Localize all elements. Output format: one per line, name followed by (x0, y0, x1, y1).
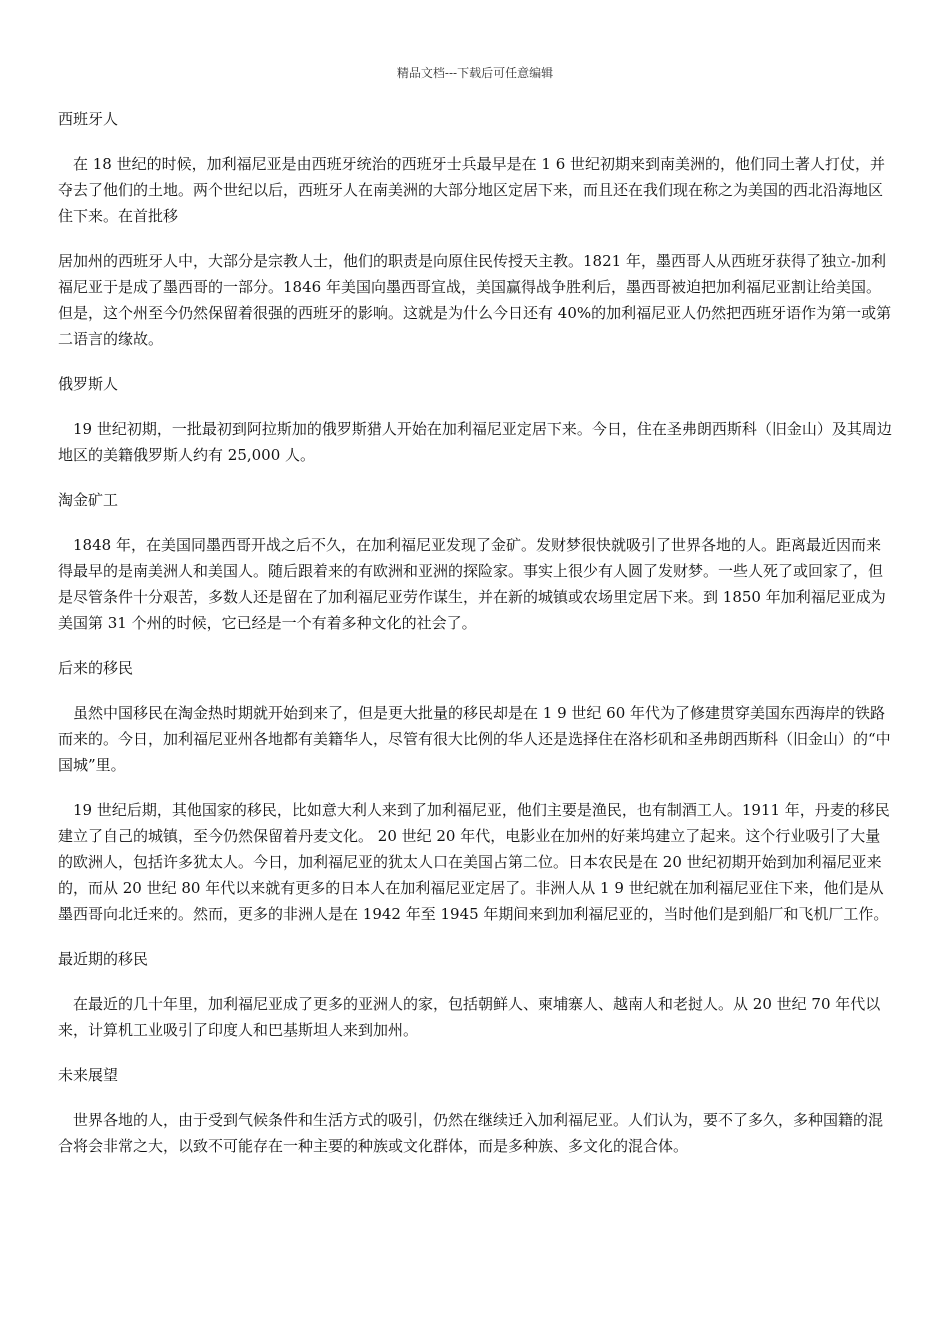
paragraph: 1848 年，在美国同墨西哥开战之后不久，在加利福尼亚发现了金矿。发财梦很快就吸引了世界各地的人。距离最近因而来得最早的是南美洲人和美国人。随后跟着来的有欧洲和亚洲的探险家。事实上很少有人圆了发财梦。一些人死了或回家了，但是尽管条件十分艰苦，多数人还是留在了加利福尼亚劳作谋生，并在新的城镇或农场里定居下来。到 1850 年加利福尼亚成为美国第 31 个州的时候，它已经是一个有着多种文化的社会了。 (58, 536, 886, 632)
paragraph: 在 18 世纪的时候，加利福尼亚是由西班牙统治的西班牙士兵最早是在 1 6 世纪初期来到南美洲的，他们同土著人打仗，并夺去了他们的土地。两个世纪以后，西班牙人在南美洲的大部分地区定居下来，而且还在我们现在称之为美国的西北沿海地区住下来。在首批移 (58, 155, 886, 225)
paragraph: 居加州的西班牙人中，大部分是宗教人士，他们的职责是向原住民传授天主教。1821 年，墨西哥人从西班牙获得了独立-加利福尼亚于是成了墨西哥的一部分。1846 年美国向墨西哥宣战，美国赢得战争胜利后，墨西哥被迫把加利福尼亚割让给美国。但是，这个州至今仍然保留着很强的西班牙的影响。这就是为什么今日还有 40%的加利福尼亚人仍然把西班牙语作为第一或第二语言的缘故。 (58, 252, 892, 348)
section-russians (58, 371, 892, 468)
paragraph: 虽然中国移民在淘金热时期就开始到来了，但是更大批量的移民却是在 1 9 世纪 60 年代为了修建贯穿美国东西海岸的铁路而来的。今日，加利福尼亚州各地都有美籍华人，尽管有很大比例的华人还是选择住在洛杉矶和圣弗朗西斯科（旧金山）的“中国城”里。 (58, 704, 891, 774)
section-recent-immigrants (58, 946, 892, 1043)
paragraph: 19 世纪后期，其他国家的移民，比如意大利人来到了加利福尼亚，他们主要是渔民，也有制酒工人。1911 年，丹麦的移民建立了自己的城镇，至今仍然保留着丹麦文化。 20 世纪 20 年代，电影业在加州的好莱坞建立了起来。这个行业吸引了大量的欧洲人，包括许多犹太人。今日，加利福尼亚的犹太人口在美国占第二位。日本农民是在 20 世纪初期开始到加利福尼亚来的，而从 20 世纪 80 年代以来就有更多的日本人在加利福尼亚定居了。非洲人从 1 9 世纪就在加利福尼亚住下来，他们是从墨西哥向北迁来的。然而，更多的非洲人是在 1942 年至 1945 年期间来到加利福尼亚的，当时他们是到船厂和飞机厂工作。 (58, 801, 890, 923)
paragraph: 19 世纪初期，一批最初到阿拉斯加的俄罗斯猎人开始在加利福尼亚定居下来。今日，住在圣弗朗西斯科（旧金山）及其周边地区的美籍俄罗斯人约有 25,000 人。 (58, 420, 892, 464)
section-later-immigrants (58, 655, 892, 927)
section-heading: 最近期的移民 (58, 950, 149, 968)
section-heading: 后来的移民 (58, 659, 134, 677)
section-heading: 未来展望 (58, 1066, 119, 1084)
paragraph: 世界各地的人，由于受到气候条件和生活方式的吸引，仍然在继续迁入加利福尼亚。人们认为，要不了多久，多种国籍的混合将会非常之大，以致不可能存在一种主要的种族或文化群体，而是多种族、多文化的混合体。 (58, 1111, 884, 1155)
document-body (58, 106, 892, 1178)
section-gold-miners (58, 487, 892, 636)
section-heading: 淘金矿工 (58, 491, 119, 509)
section-heading: 西班牙人 (58, 110, 119, 128)
section-heading: 俄罗斯人 (58, 375, 119, 393)
page-header: 精品文档---下载后可任意编辑 (396, 66, 554, 80)
section-spanish (58, 106, 892, 352)
section-future-outlook (58, 1062, 892, 1159)
paragraph: 在最近的几十年里，加利福尼亚成了更多的亚洲人的家，包括朝鲜人、柬埔寨人、越南人和老挝人。从 20 世纪 70 年代以来，计算机工业吸引了印度人和巴基斯坦人来到加州。 (58, 995, 881, 1039)
